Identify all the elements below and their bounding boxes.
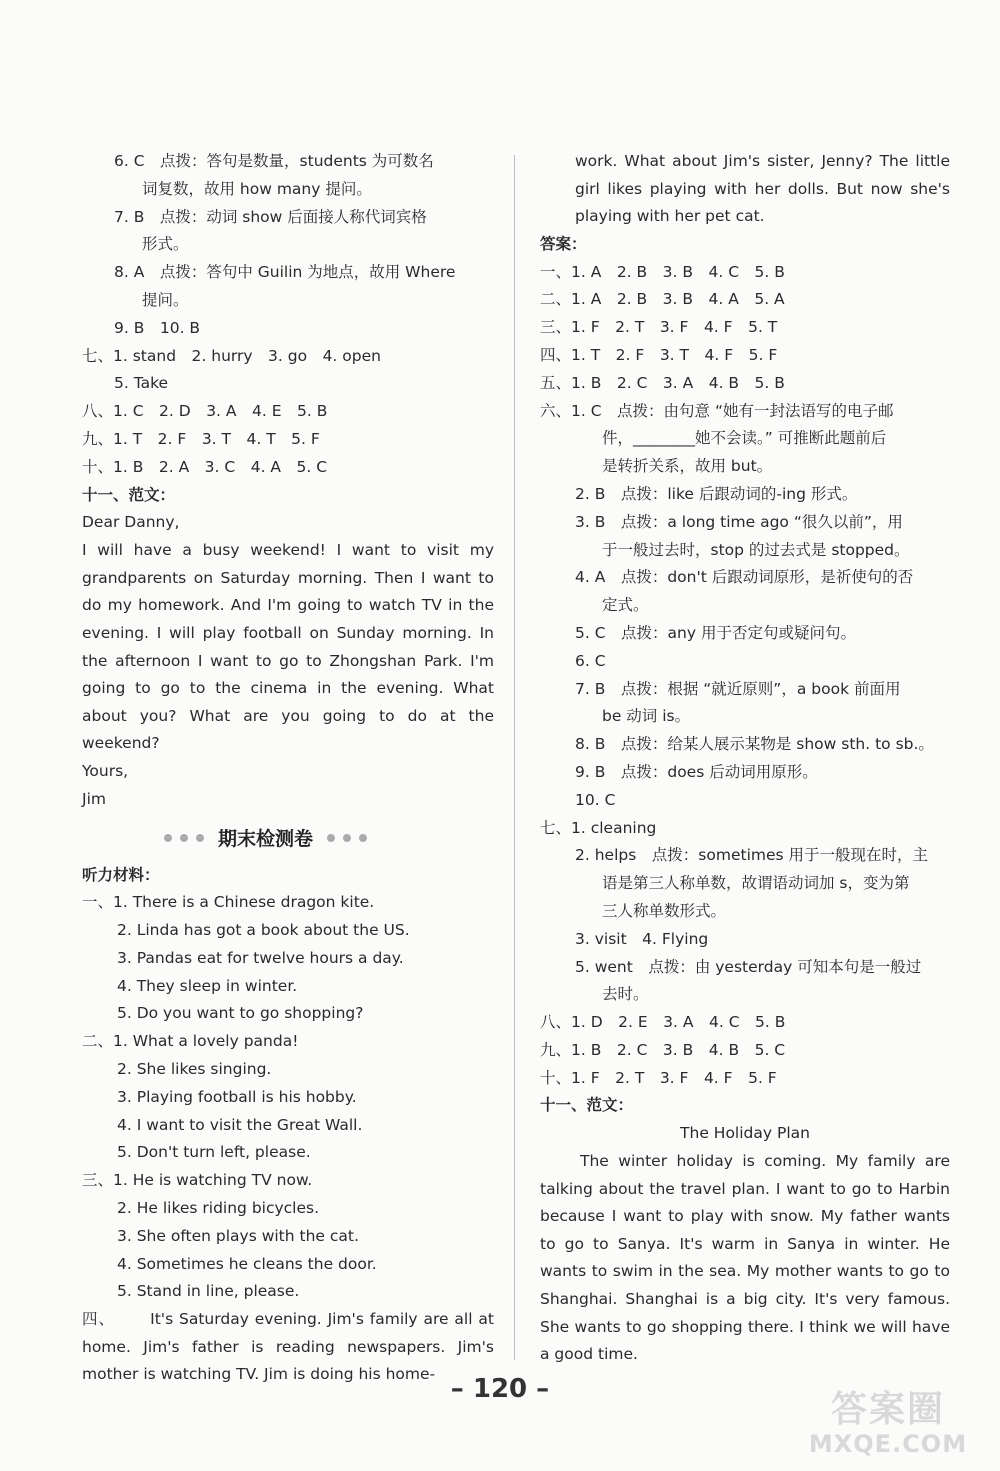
answer-line: 提问。 xyxy=(142,290,189,309)
answer-line: 6. C xyxy=(575,651,606,670)
answer-line: 四、1. T 2. F 3. T 4. F 5. F xyxy=(540,345,778,364)
watermark-en: MXQE.COM xyxy=(808,1430,968,1458)
answer-line: 件，________她不会读。” 可推断此题前后 xyxy=(602,429,887,448)
listening-line: 三、1. He is watching TV now. xyxy=(82,1171,313,1190)
listening-line: 5. Don't turn left, please. xyxy=(117,1143,311,1162)
answer-line: 定式。 xyxy=(602,596,649,615)
listening-line: 2. She likes singing. xyxy=(117,1060,272,1079)
listening-line: 二、1. What a lovely panda! xyxy=(82,1032,299,1051)
answer-line: 9. B 10. B xyxy=(114,318,201,337)
answer-line: 三人称单数形式。 xyxy=(602,901,727,920)
section4-text: It's Saturday evening. Jim's family are all at home. Jim's father is reading newspapers. Jim's mother is watching TV. Jim is doing his home- xyxy=(82,1310,494,1384)
answer-line: 3. visit 4. Flying xyxy=(575,929,709,948)
listening-line: 一、1. There is a Chinese dragon kite. xyxy=(82,893,375,912)
answer-line: 4. A 点拨：don't 后跟动词原形，是祈使句的否 xyxy=(575,568,914,587)
dot-icon xyxy=(327,834,335,842)
letter-salutation: Dear Danny, xyxy=(82,513,180,532)
section-label: 十一、范文： xyxy=(82,485,176,504)
answer-line: 三、1. F 2. T 3. F 4. F 5. T xyxy=(540,318,778,337)
answer-line: 一、1. A 2. B 3. B 4. C 5. B xyxy=(540,262,785,281)
dot-icon xyxy=(359,834,367,842)
listening-line: 3. Playing football is his hobby. xyxy=(117,1087,357,1106)
essay-title: The Holiday Plan xyxy=(680,1124,810,1143)
listening-line: 3. Pandas eat for twelve hours a day. xyxy=(117,948,404,967)
answer-line: 6. C 点拨：答句是数量，students 为可数名 xyxy=(114,152,434,170)
listening-line: 5. Do you want to go shopping? xyxy=(117,1004,364,1023)
answer-line: 词复数，故用 how many 提问。 xyxy=(142,179,372,198)
answer-line: 5. Take xyxy=(114,374,169,393)
essay-body: The winter holiday is coming. My family are talking about the travel plan. I want to go to Harbin because I want to play with snow. My father wants to go to Sanya. It's warm in Sanya in winter. He wants to swim in the sea. My mother wants to go to Shanghai. Shanghai is a big city. It's very famous. She wants to go shopping there. I think we will have a good time. xyxy=(540,1152,950,1364)
answer-line: 于一般过去时，stop 的过去式是 stopped。 xyxy=(602,540,910,559)
listening-line: 5. Stand in line, please. xyxy=(117,1282,300,1301)
answer-line: 七、1. cleaning xyxy=(540,818,657,837)
passage-continuation: work. What about Jim's sister, Jenny? The little girl likes playing with her dolls. But now she's playing with her pet cat. xyxy=(575,152,950,226)
answer-line: 8. A 点拨：答句中 Guilin 为地点，故用 Where xyxy=(114,263,456,282)
section4-label: 四、 xyxy=(82,1310,115,1329)
dot-icon xyxy=(180,834,188,842)
listening-line: 4. I want to visit the Great Wall. xyxy=(117,1115,363,1134)
answer-line: 7. B 点拨：动词 show 后面接人称代词宾格 xyxy=(114,207,427,226)
answer-line: 八、1. D 2. E 3. A 4. C 5. B xyxy=(540,1013,786,1032)
exam-title-bar xyxy=(82,818,494,858)
answer-line: 7. B 点拨：根据 “就近原则”，a book 前面用 xyxy=(575,679,901,698)
dot-icon xyxy=(196,834,204,842)
answer-line: 2. helps 点拨：sometimes 用于一般现在时，主 xyxy=(575,846,929,865)
letter-body: I will have a busy weekend! I want to visit my grandparents on Saturday morning. Then I want to do my homework. And I'm going to watch TV in the evening. I will play football on Sunday morning. In the afternoon I want to go to Zhongshan Park. I'm going to go to the cinema in the evening. What about you? What are you going to do at the weekend? xyxy=(82,541,494,753)
listening-label: 听力材料： xyxy=(82,865,160,884)
answer-line: 二、1. A 2. B 3. B 4. A 5. A xyxy=(540,290,785,309)
answer-line: 5. C 点拨：any 用于否定句或疑问句。 xyxy=(575,623,856,642)
answer-line: 2. B 点拨：like 后跟动词的-ing 形式。 xyxy=(575,484,858,503)
left-column xyxy=(82,148,494,1389)
listening-line: 4. Sometimes he cleans the door. xyxy=(117,1254,377,1273)
answers-label: 答案： xyxy=(540,234,587,253)
column-divider xyxy=(514,155,515,1360)
answer-line: 10. C xyxy=(575,790,616,809)
section-label: 十一、范文： xyxy=(540,1096,634,1115)
answer-line: 七、1. stand 2. hurry 3. go 4. open xyxy=(82,346,381,365)
answer-line: 语是第三人称单数，故谓语动词加 s，变为第 xyxy=(602,874,910,893)
listening-line: 4. They sleep in winter. xyxy=(117,976,298,995)
answer-line: 九、1. T 2. F 3. T 4. T 5. F xyxy=(82,429,320,448)
dot-icon xyxy=(164,834,172,842)
answer-line: 9. B 点拨：does 后动词用原形。 xyxy=(575,762,818,781)
listening-line: 3. She often plays with the cat. xyxy=(117,1226,359,1245)
right-column xyxy=(540,148,950,1369)
answer-line: 九、1. B 2. C 3. B 4. B 5. C xyxy=(540,1040,786,1059)
answer-line: 十、1. F 2. T 3. F 4. F 5. F xyxy=(540,1068,777,1087)
answer-line: 六、1. C 点拨：由句意 “她有一封法语写的电子邮 xyxy=(540,401,894,420)
dot-icon xyxy=(343,834,351,842)
answer-line: 形式。 xyxy=(142,235,189,254)
answer-line: 十、1. B 2. A 3. C 4. A 5. C xyxy=(82,457,328,476)
watermark-cn: 答案圈 xyxy=(830,1389,945,1430)
answer-line: 是转折关系，故用 but。 xyxy=(602,457,773,476)
listening-line: 2. Linda has got a book about the US. xyxy=(117,921,410,940)
answer-line: be 动词 is。 xyxy=(602,707,691,726)
answer-line: 5. went 点拨：由 yesterday 可知本句是一般过 xyxy=(575,957,922,976)
answer-line: 8. B 点拨：给某人展示某物是 show sth. to sb.。 xyxy=(575,735,934,754)
site-watermark xyxy=(788,1390,988,1465)
answer-line: 3. B 点拨：a long time ago “很久以前”，用 xyxy=(575,512,903,531)
answer-line: 五、1. B 2. C 3. A 4. B 5. B xyxy=(540,373,785,392)
answer-line: 去时。 xyxy=(602,985,649,1004)
page-number: – 120 – xyxy=(450,1374,550,1404)
letter-closing: Yours, xyxy=(82,761,129,780)
listening-line: 2. He likes riding bicycles. xyxy=(117,1199,320,1218)
answer-line: 八、1. C 2. D 3. A 4. E 5. B xyxy=(82,402,328,421)
exam-title: 期末检测卷 xyxy=(218,828,314,850)
letter-signature: Jim xyxy=(82,789,106,808)
